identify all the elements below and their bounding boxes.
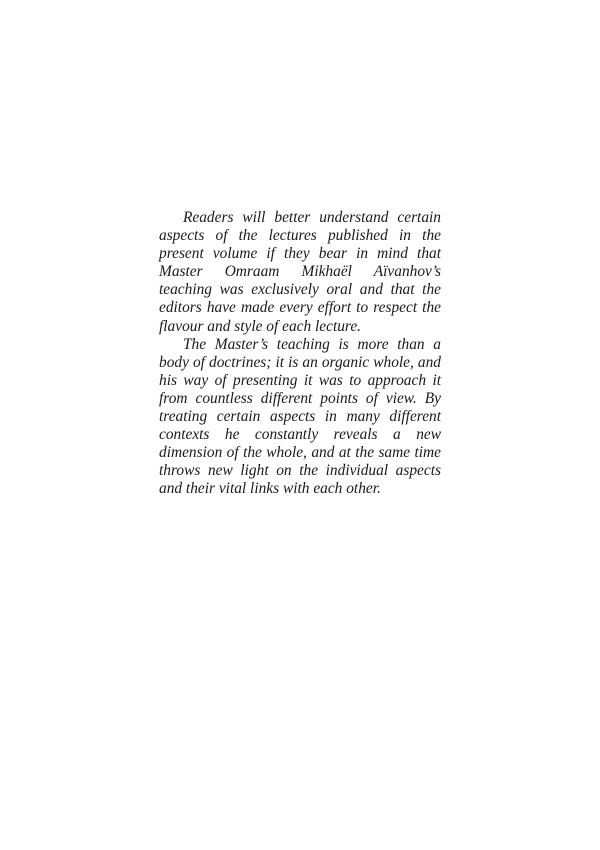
publisher-note [159,209,441,499]
paragraph-readers-note: Readers will better understand certain aspects of the lectures published in the present volume if they bear in mind that Master Omraam Mikhaël Aïvanhov’s teaching was exclusively oral and that the editors have made every effort to respect the flavour and style of each lecture. [159,209,441,335]
paragraph-master-teaching: The Master’s teaching is more than a body of doctrines; it is an organic whole, and his way of presenting it was to approach it from countless different points of view. By treating certain aspects in many different contexts he constantly reveals a new dimension of the whole, and at the same time throws new light on the individual aspects and their vital links with each other. [159,335,441,498]
